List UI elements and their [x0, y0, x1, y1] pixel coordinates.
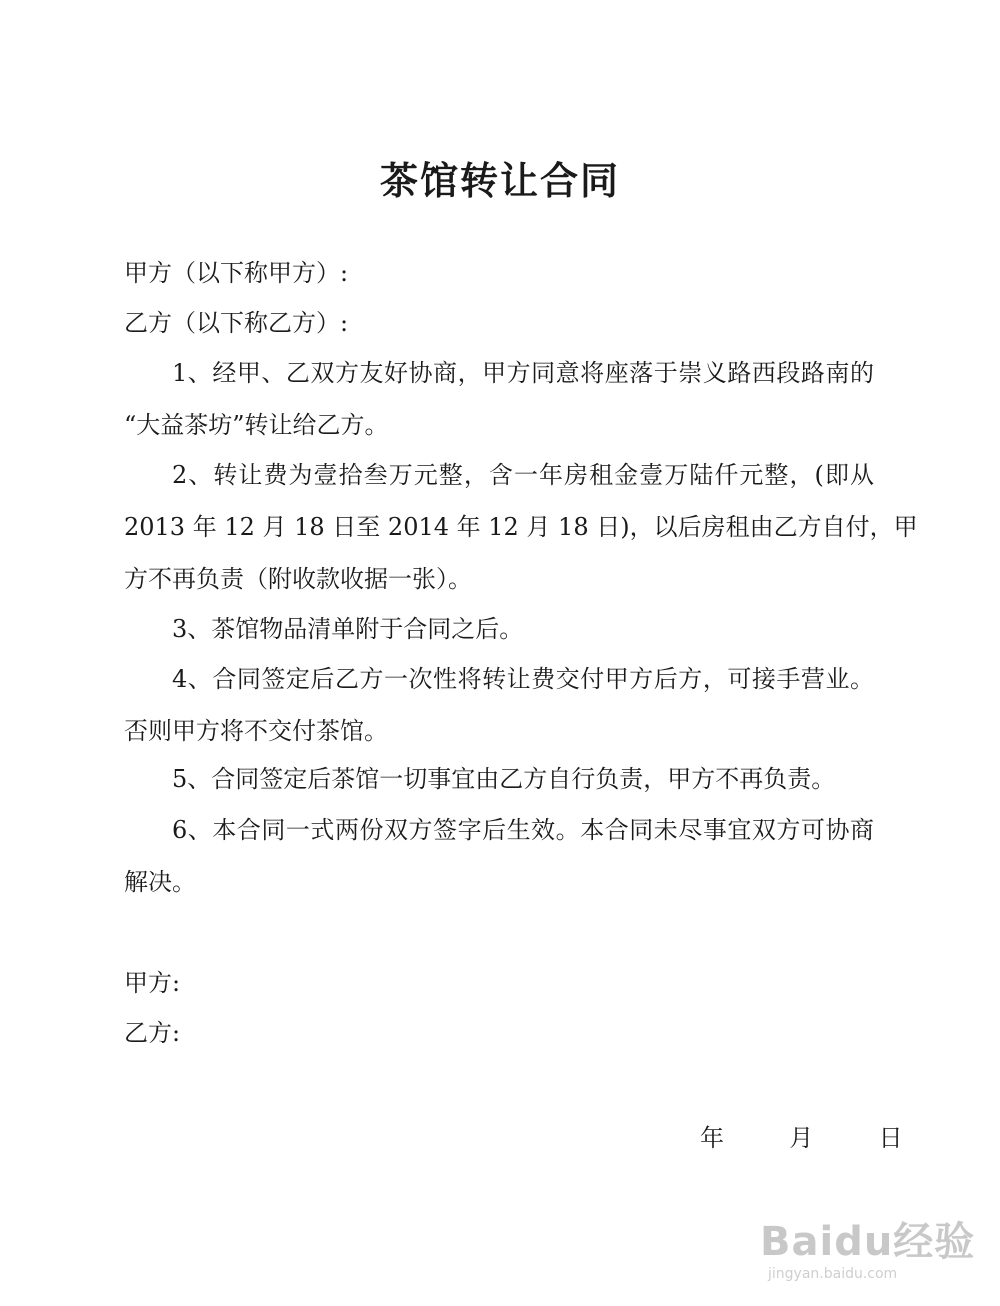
signature-party-a: 甲方:: [124, 969, 181, 997]
date-month: 月: [789, 1124, 814, 1152]
clause-2-line-2: 2013 年 12 月 18 日至 2014 年 12 月 18 日)，以后房租由乙方自付，甲: [124, 513, 918, 541]
contract-title: 茶馆转让合同: [379, 158, 620, 203]
clause-1: [124, 358, 874, 462]
signature-party-b: 乙方:: [124, 1019, 181, 1047]
clause-4: [124, 664, 874, 768]
clause-6-line-1: 6、本合同一式两份双方签字后生效。本合同未尽事宜双方可协商: [172, 816, 874, 844]
baidu-jingyan-watermark: [760, 1210, 980, 1290]
clause-1-line-2: “大益茶坊”转让给乙方。: [124, 411, 389, 439]
party-a-header: 甲方（以下称甲方）:: [124, 259, 349, 287]
date-year: 年: [700, 1124, 724, 1152]
clause-5-line-1: 5、合同签定后茶馆一切事宜由乙方自行负责，甲方不再负责。: [172, 765, 836, 793]
clause-2-line-3: 方不再负责（附收款收据一张）。: [124, 565, 472, 593]
clause-6-line-2: 解决。: [124, 868, 196, 896]
watermark-logo: Baidu经验: [760, 1219, 976, 1265]
watermark-site: jingyan.baidu.com: [768, 1266, 898, 1282]
party-b-header: 乙方（以下称乙方）:: [124, 309, 349, 337]
clause-4-line-2: 否则甲方将不交付茶馆。: [124, 717, 388, 745]
clause-6: [124, 815, 874, 919]
clause-2-line-1: 2、转让费为壹拾叁万元整，含一年房租金壹万陆仟元整，(即从: [172, 461, 874, 489]
date-day: 日: [878, 1124, 903, 1152]
clause-1-line-1: 1、经甲、乙双方友好协商，甲方同意将座落于崇义路西段路南的: [172, 359, 874, 387]
signature-date: [700, 1118, 903, 1153]
clause-2: [124, 460, 918, 616]
clause-4-line-1: 4、合同签定后乙方一次性将转让费交付甲方后方，可接手营业。: [172, 665, 874, 693]
clause-3: [124, 614, 874, 666]
clause-5: [124, 764, 874, 816]
clause-3-line-1: 3、茶馆物品清单附于合同之后。: [172, 615, 524, 643]
